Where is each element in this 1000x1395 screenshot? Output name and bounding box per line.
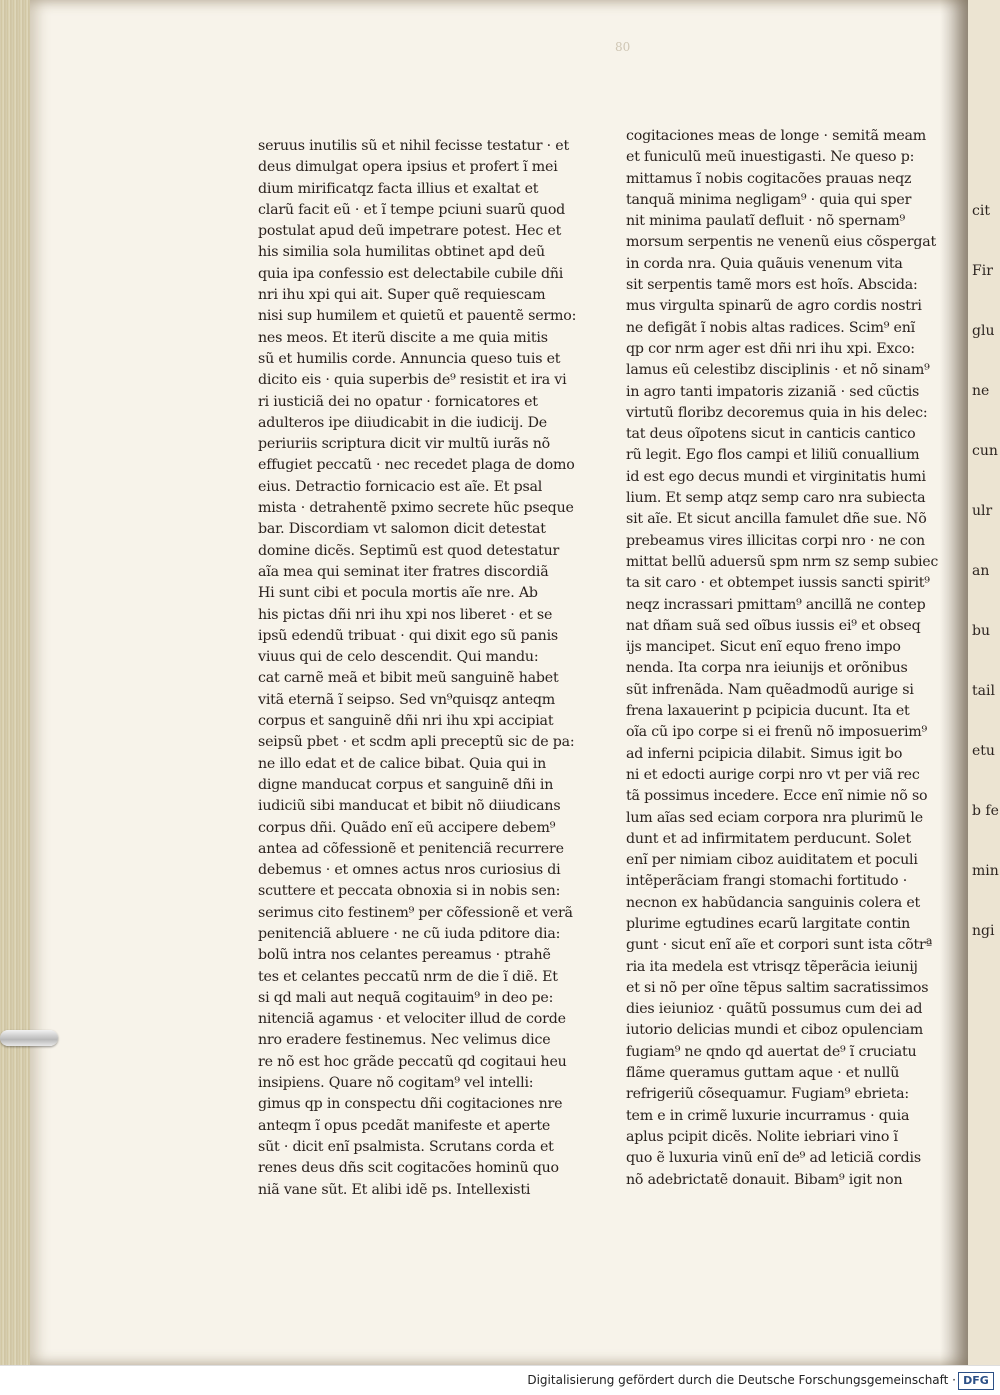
- text-line: anteqm ĩ opus pcedãt manifeste et aperte: [258, 1117, 551, 1134]
- text-line: ipsũ edendũ tribuat · qui dixit ego sũ panis: [258, 627, 559, 644]
- text-line: debemus · et omnes actus nros curiosius di: [258, 862, 561, 879]
- adjacent-page-text: b fe: [972, 803, 999, 819]
- text-line: tã possimus incedere. Ecce enĩ nimie nõ so: [626, 788, 928, 805]
- text-line: penitenciã abluere · ne cũ iuda pditore dia:: [258, 925, 561, 942]
- text-line: insipiens. Quare nõ cogitam⁹ vel intelli:: [258, 1075, 534, 1092]
- text-line: mus virgulta spinarũ de agro cordis nostri: [626, 298, 922, 315]
- text-line: ta sit caro · et obtempet iussis sancti spirit⁹: [626, 575, 930, 592]
- text-line: nat dñam suã sed oĩbus iussis ei⁹ et obseq: [626, 617, 921, 634]
- text-line: iudiciũ sibi manducat et bibit nõ diiudicans: [258, 798, 561, 815]
- text-line: corpus dñi. Quãdo enĩ eũ accipere debem⁹: [258, 819, 556, 836]
- text-line: tem e in crimẽ luxurie incurramus · quia: [626, 1107, 910, 1124]
- text-line: rũ legit. Ego flos campi et liliũ conuallium: [626, 447, 920, 464]
- text-line: dunt et ad infirmitatem perducunt. Solet: [626, 830, 911, 847]
- text-line: quo ẽ luxuria vinũ enĩ de⁹ ad leticiã cordis: [626, 1150, 921, 1167]
- text-line: qp cor nrm ager est dñi nri ihu xpi. Exco:: [626, 340, 915, 357]
- text-line: iutorio delicias mundi et ciboz opulenciam: [626, 1022, 923, 1039]
- text-line: nõ adebrictatẽ donauit. Bibam⁹ igit non: [626, 1171, 903, 1188]
- text-line: mittat bellũ aduersũ spm nrm sz semp subiec: [626, 553, 939, 570]
- text-line: ri iusticiã dei no opatur · fornicatores et: [258, 393, 538, 410]
- text-line: quia ipa confessio est delectabile cubile dñi: [258, 265, 564, 282]
- text-line: gunt · sicut enĩ aĩe et corpori sunt ista cõtrª: [626, 937, 933, 954]
- text-line: et si nõ per oĩne tẽpus saltim sacratissimos: [626, 979, 929, 996]
- dfg-logo[interactable]: DFG: [958, 1372, 994, 1390]
- text-line: virtutũ floribz decoremus quia in his delec:: [626, 404, 928, 421]
- text-line: effugiet peccatũ · nec recedet plaga de domo: [258, 457, 575, 474]
- text-line: niã vane sũt. Et alibi idẽ ps. Intellexisti: [258, 1181, 531, 1198]
- text-line: his similia sola humilitas obtinet apd deũ: [258, 244, 545, 261]
- text-line: deus dimulgat opera ipsius et profert ĩ mei: [258, 159, 558, 176]
- adjacent-page-text: ngi: [972, 923, 995, 939]
- text-line: intẽperãciam frangi stomachi fortitudo ·: [626, 873, 908, 890]
- text-line: lium. Et semp atqz semp caro nra subiecta: [626, 490, 926, 507]
- text-line: ne illo edat et de calice bibat. Quia qui in: [258, 755, 547, 772]
- text-line: cogitaciones meas de longe · semitã meam: [626, 128, 927, 144]
- text-line: aĩa mea qui seminat iter fratres discordiã: [258, 563, 549, 580]
- text-line: ad inferni pcipicia dilabit. Simus igit bo: [626, 745, 903, 762]
- text-line: domine dicẽs. Septimũ est quod detestatur: [258, 542, 560, 559]
- text-line: nit minima paulatĩ defluit · nõ spernam⁹: [626, 213, 906, 230]
- text-line: seipsũ pbet · et scdm apli preceptũ sic de pa:: [258, 734, 575, 751]
- adjacent-page-edge: [968, 0, 1000, 1365]
- text-line: lamus eũ celestibz disciplinis · et nõ sinam⁹: [626, 362, 930, 379]
- text-line: eius. Detractio fornicacio est aĩe. Et psal: [258, 478, 543, 495]
- text-line: clarũ facit eũ · et ĩ tempe pciuni suarũ quod: [258, 201, 566, 218]
- adjacent-page-text: an: [972, 563, 990, 579]
- adjacent-page-text: tail: [972, 683, 995, 699]
- text-line: digne manducat corpus et sanguinẽ dñi in: [258, 776, 554, 793]
- text-line: in corda nra. Quia quãuis venenum vita: [626, 255, 903, 272]
- text-line: sũt infrenãda. Nam quẽadmodũ aurige si: [626, 681, 914, 698]
- text-line: his pictas dñi nri ihu xpi nos liberet · et se: [258, 606, 553, 623]
- text-line: serimus cito festinem⁹ per cõfessionẽ et verã: [258, 904, 573, 921]
- text-line: tanquã minima negligam⁹ · quia qui sper: [626, 191, 912, 208]
- text-line: lum aĩas sed eciam corpora nra plurimũ le: [626, 809, 923, 826]
- text-line: antea ad cõfessionẽ et penitenciã recurrere: [258, 840, 564, 857]
- text-line: ria ita medela est vtrisqz tẽperãcia ieiunij: [626, 958, 918, 975]
- text-line: gimus qp in conspectu dñi cogitaciones nre: [258, 1096, 563, 1113]
- adjacent-page-text: etu: [972, 743, 995, 759]
- text-line: postulat apud deũ impetrare potest. Hec et: [258, 223, 562, 240]
- right-text-column: [626, 126, 938, 1191]
- adjacent-page-text: ulr: [972, 503, 993, 519]
- text-line: mittamus ĩ nobis cogitacões prauas neqz: [626, 170, 912, 187]
- text-line: vitã eternã ĩ seipso. Sed vn⁹quisqz anteqm: [258, 691, 556, 708]
- adjacent-page-text: cit: [972, 203, 990, 219]
- text-line: ijs mancipet. Sicut enĩ equo freno impo: [626, 639, 901, 656]
- text-line: oĩa cũ ipo corpe si ei frenũ nõ imposuerim⁹: [626, 724, 928, 741]
- text-line: scuttere et peccata obnoxia si in nobis sen:: [258, 883, 561, 900]
- adjacent-page-text: cun: [972, 443, 998, 459]
- footer-bar: [0, 1365, 1000, 1395]
- text-line: ne defigãt ĩ nobis altas radices. Scim⁹ enĩ: [626, 319, 915, 336]
- text-line: si qd mali aut nequã cogitauim⁹ in deo pe:: [258, 989, 554, 1006]
- text-line: et funiculũ meũ inuestigasti. Ne queso p:: [626, 149, 915, 166]
- left-text-column: [258, 136, 578, 1201]
- adjacent-page-text: min: [972, 863, 999, 879]
- text-line: in agro tanti impatoris zizaniã · sed cũctis: [626, 383, 920, 400]
- text-line: morsum serpentis ne venenũ eius cõspergat: [626, 234, 936, 251]
- gutter-shadow: [940, 0, 968, 1365]
- text-line: Hi sunt cibi et pocula mortis aĩe nre. Ab: [258, 585, 538, 602]
- text-line: plurime egtudines ecarũ largitate contin: [626, 915, 911, 932]
- text-line: viuus qui de celo descendit. Qui mandu:: [258, 649, 539, 666]
- text-line: flãme queramus guttam aque · et nullũ: [626, 1065, 900, 1082]
- text-line: nro eradere festinemus. Nec velimus dice: [258, 1032, 551, 1049]
- text-line: nes meos. Et iterũ discite a me quia mitis: [258, 329, 548, 346]
- text-line: aplus pcipit dicẽs. Nolite iebriari vino ĩ: [626, 1128, 898, 1145]
- text-line: mista · detrahentẽ pximo secrete hũc pseque: [258, 500, 574, 517]
- text-line: tes et celantes peccatũ nrm de die ĩ diẽ. Et: [258, 968, 558, 985]
- text-line: fugiam⁹ ne qndo qd auertat de⁹ ĩ cruciatu: [626, 1043, 917, 1060]
- faint-folio-mark: 80: [615, 40, 631, 54]
- text-line: nri ihu xpi qui ait. Super quẽ requiescam: [258, 287, 546, 304]
- text-line: dicito eis · quia superbis de⁹ resistit et ira vi: [258, 372, 567, 389]
- text-line: seruus inutilis sũ et nihil fecisse testatur · et: [258, 138, 569, 154]
- text-line: refrigeriũ cõsequamur. Fugiam⁹ ebrieta:: [626, 1086, 909, 1103]
- text-line: sũ et humilis corde. Annuncia queso tuis et: [258, 350, 561, 367]
- bookmark-clip: [0, 1030, 58, 1046]
- text-line: enĩ per nimiam ciboz auiditatem et poculi: [626, 852, 918, 869]
- text-line: dium mirificatqz facta illius et exaltat et: [258, 180, 539, 197]
- adjacent-page-text: glu: [972, 323, 995, 339]
- text-line: nisi sup humilem et quietũ et pauentẽ sermo:: [258, 308, 577, 325]
- text-line: cat carnẽ meã et bibit meũ sanguinẽ habet: [258, 670, 559, 687]
- text-line: frena laxauerint p pcipicia ducunt. Ita et: [626, 703, 910, 720]
- text-line: nenda. Ita corpa nra ieiunijs et orõnibus: [626, 660, 908, 677]
- footer-credit: Digitalisierung gefördert durch die Deutsche Forschungsgemeinschaft ·: [527, 1373, 956, 1387]
- adjacent-page-text: Fir: [972, 263, 993, 279]
- text-line: bolũ intra nos celantes pereamus · ptrahẽ: [258, 947, 551, 964]
- text-line: sit serpentis tamẽ mors est hoĩs. Abscida:: [626, 277, 918, 294]
- adjacent-page-text: ne: [972, 383, 990, 399]
- text-line: adulteros ipe diiudicabit in die iudicij. De: [258, 414, 547, 431]
- text-line: prebeamus vires illicitas corpi nro · ne con: [626, 532, 925, 549]
- text-line: tat deus oĩpotens sicut in canticis cantico: [626, 426, 916, 443]
- text-line: nitenciã agamus · et velociter illud de corde: [258, 1011, 566, 1028]
- text-line: sit aĩe. Et sicut ancilla famulet dñe sue. Nõ: [626, 511, 927, 528]
- adjacent-page-text: bu: [972, 623, 990, 639]
- text-line: ni et edocti aurige corpi nro vt per viã rec: [626, 766, 920, 783]
- text-line: re nõ est hoc grãde peccatũ qd cogitaui heu: [258, 1053, 567, 1070]
- text-line: sũt · dicit enĩ psalmista. Scrutans corda et: [258, 1138, 554, 1155]
- text-line: renes deus dñs scit cogitacões hominũ quo: [258, 1160, 559, 1177]
- text-line: bar. Discordiam vt salomon dicit detestat: [258, 521, 546, 538]
- text-line: dies ieiunioz · quãtũ possumus cum dei ad: [626, 1001, 923, 1018]
- text-line: periuriis scriptura dicit vir multũ iurãs nõ: [258, 436, 551, 453]
- text-line: neqz incrassari pmittam⁹ ancillã ne contep: [626, 596, 926, 613]
- text-line: corpus et sanguinẽ dñi nri ihu xpi accipiat: [258, 713, 554, 730]
- text-line: necnon ex habũdancia sanguinis colera et: [626, 894, 921, 911]
- text-line: id est ego decus mundi et virginitatis humi: [626, 468, 926, 485]
